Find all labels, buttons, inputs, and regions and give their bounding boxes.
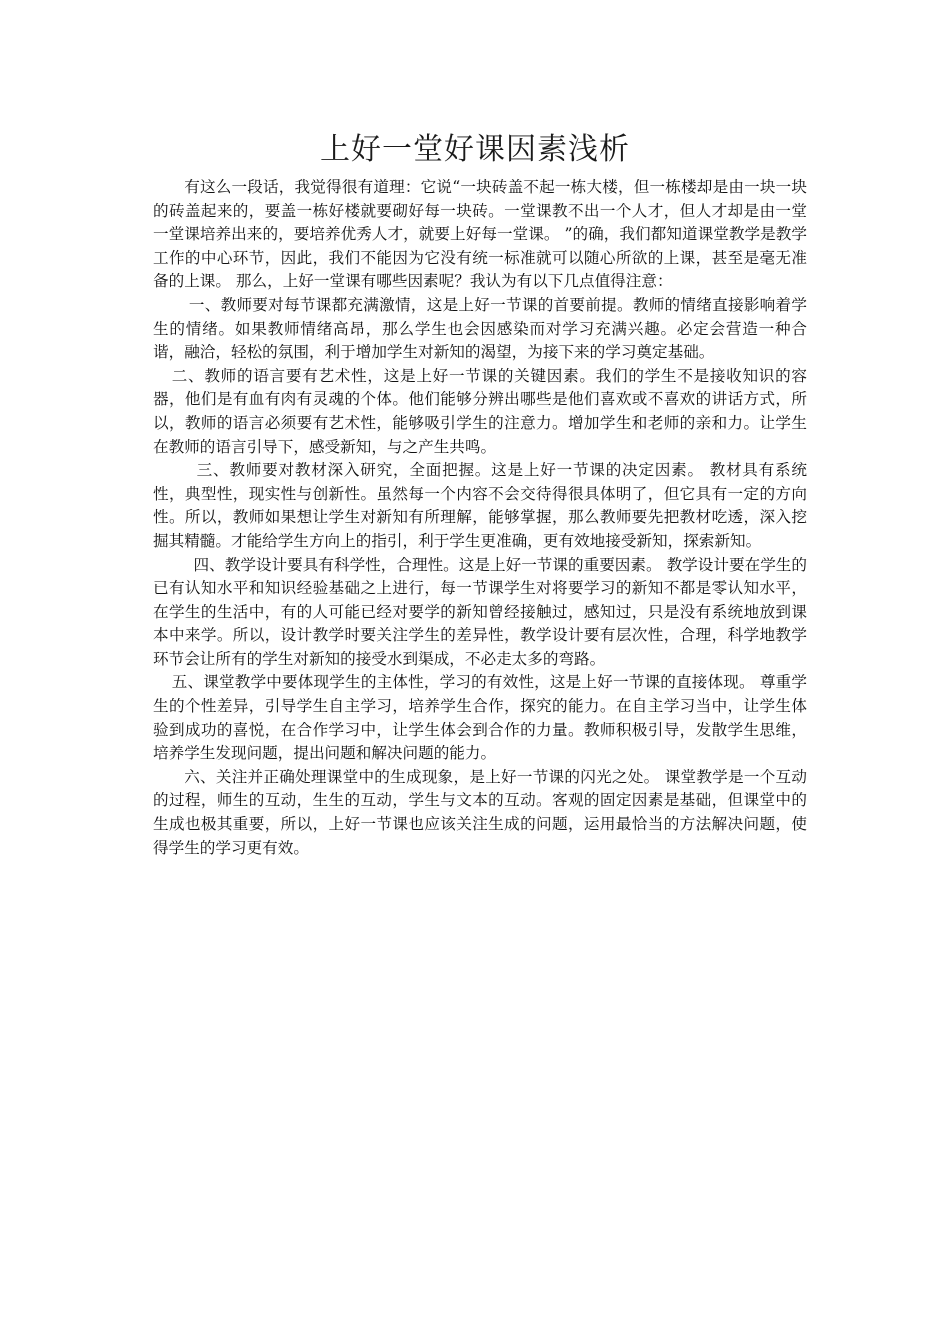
point-paragraph-2: 二、教师的语言要有艺术性，这是上好一节课的关键因素。我们的学生不是接收知识的容器，他们是有血有肉有灵魂的个体。他们能够分辨出哪些是他们喜欢或不喜欢的讲话方式，所以，教师的语言必须要有艺术性，能够吸引学生的注意力。增加学生和老师的亲和力。让学生在教师的语言引导下，感受新知，与之产生共鸣。	[153, 366, 807, 456]
point-paragraph-1: 一、教师要对每节课都充满激情，这是上好一节课的首要前提。教师的情绪直接影响着学生的情绪。如果教师情绪高昂，那么学生也会因感染而对学习充满兴趣。必定会营造一种合谐，融洽，轻松的氛围，利于增加学生对新知的渴望，为接下来的学习奠定基础。	[153, 295, 807, 362]
point-paragraph-3: 三、教师要对教材深入研究，全面把握。这是上好一节课的决定因素。 教材具有系统性，典型性，现实性与创新性。虽然每一个内容不会交待得很具体明了，但它具有一定的方向性。所以，教师如果想让学生对新知有所理解，能够掌握，那么教师要先把教材吃透，深入挖掘其精髓。才能给学生方向上的指引，利于学生更准确，更有效地接受新知，探索新知。	[153, 461, 807, 550]
intro-paragraph: 有这么一段话，我觉得很有道理：它说“一块砖盖不起一栋大楼，但一栋楼却是由一块一块的砖盖起来的，要盖一栋好楼就要砌好每一块砖。一堂课教不出一个人才，但人才却是由一堂一堂课培养出来的，要培养优秀人才，就要上好每一堂课。 ”的确，我们都知道课堂教学是教学工作的中心环节，因此，我们不能因为它没有统一标准就可以随心所欲的上课，甚至是毫无准备的上课。 那么，上好一堂课有哪些因素呢？我认为有以下几点值得注意：	[153, 178, 807, 291]
point-paragraph-5: 五、课堂教学中要体现学生的主体性，学习的有效性，这是上好一节课的直接体现。 尊重学生的个性差异，引导学生自主学习，培养学生合作，探究的能力。在自主学习当中，让学生体验到成功的喜悦，在合作学习中，让学生体会到合作的力量。教师积极引导，发散学生思维，培养学生发现问题，提出问题和解决问题的能力。	[153, 673, 807, 763]
point-paragraph-4: 四、教学设计要具有科学性，合理性。这是上好一节课的重要因素。 教学设计要在学生的已有认知水平和知识经验基础之上进行，每一节课学生对将要学习的新知不都是零认知水平，在学生的生活中，有的人可能已经对要学的新知曾经接触过，感知过，只是没有系统地放到课本中来学。所以，设计教学时要关注学生的差异性，教学设计要有层次性，合理，科学地教学环节会让所有的学生对新知的接受水到渠成，不必走太多的弯路。	[153, 555, 807, 668]
document-title: 上好一堂好课因素浅析	[320, 132, 630, 167]
document-body	[153, 176, 807, 860]
point-paragraph-6: 六、关注并正确处理课堂中的生成现象，是上好一节课的闪光之处。 课堂教学是一个互动的过程，师生的互动，生生的互动，学生与文本的互动。客观的固定因素是基础，但课堂中的生成也极其重要，所以，上好一节课也应该关注生成的问题，运用最恰当的方法解决问题，使得学生的学习更有效。	[153, 767, 807, 857]
